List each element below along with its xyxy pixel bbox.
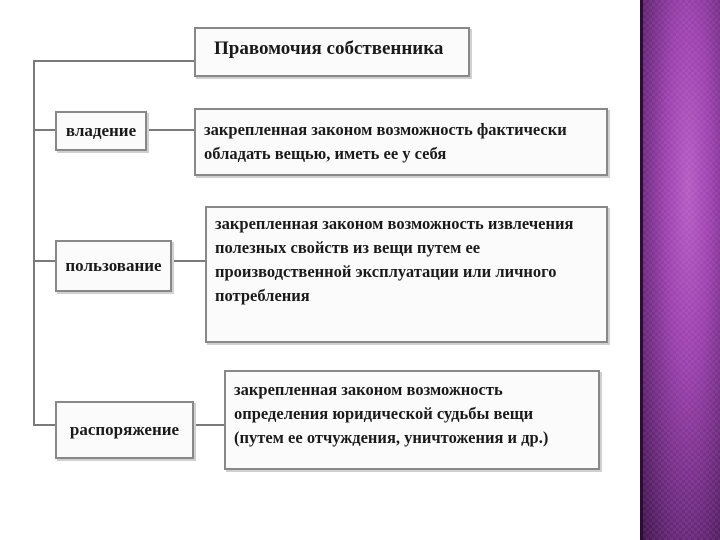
connector-trunk-to-rasporyazhenie	[33, 424, 55, 426]
connector-rasporyazhenie-to-definition	[194, 424, 224, 426]
definition-line: закрепленная законом возможность извлечения	[215, 214, 574, 233]
definition-line: полезных свойств из вещи путем ее	[215, 238, 481, 257]
category-box-rasporyazhenie	[55, 401, 194, 459]
category-label-polzovanie: пользование	[65, 256, 162, 275]
connector-polzovanie-to-definition	[172, 260, 205, 262]
definition-line: (путем ее отчуждения, уничтожения и др.)	[234, 428, 549, 447]
side-panel-edge	[640, 0, 643, 540]
definition-box-vladenie	[194, 108, 608, 176]
connector-vladenie-to-definition	[147, 129, 194, 131]
connector-trunk-to-polzovanie	[33, 260, 55, 262]
decorative-side-panel	[640, 0, 720, 540]
connector-vertical-trunk	[33, 60, 35, 425]
definition-line: обладать вещью, иметь ее у себя	[204, 144, 447, 163]
diagram-title: Правомочия собственника	[214, 38, 444, 59]
connector-trunk-to-vladenie	[33, 129, 55, 131]
category-box-vladenie	[55, 111, 147, 151]
definition-box-polzovanie	[205, 206, 608, 343]
definition-line: определения юридической судьбы вещи	[234, 404, 534, 423]
definition-box-rasporyazhenie	[224, 370, 600, 470]
definition-line: производственной эксплуатации или личного	[215, 262, 557, 281]
definition-line: закрепленная законом возможность фактически	[204, 120, 567, 139]
diagram-title-box	[194, 27, 470, 77]
category-label-vladenie: владение	[65, 121, 137, 140]
connector-title-left	[33, 60, 195, 62]
definition-line: закрепленная законом возможность	[234, 380, 503, 399]
definition-line: потребления	[215, 286, 310, 305]
category-box-polzovanie	[55, 240, 172, 292]
category-label-rasporyazhenie: распоряжение	[69, 420, 180, 439]
